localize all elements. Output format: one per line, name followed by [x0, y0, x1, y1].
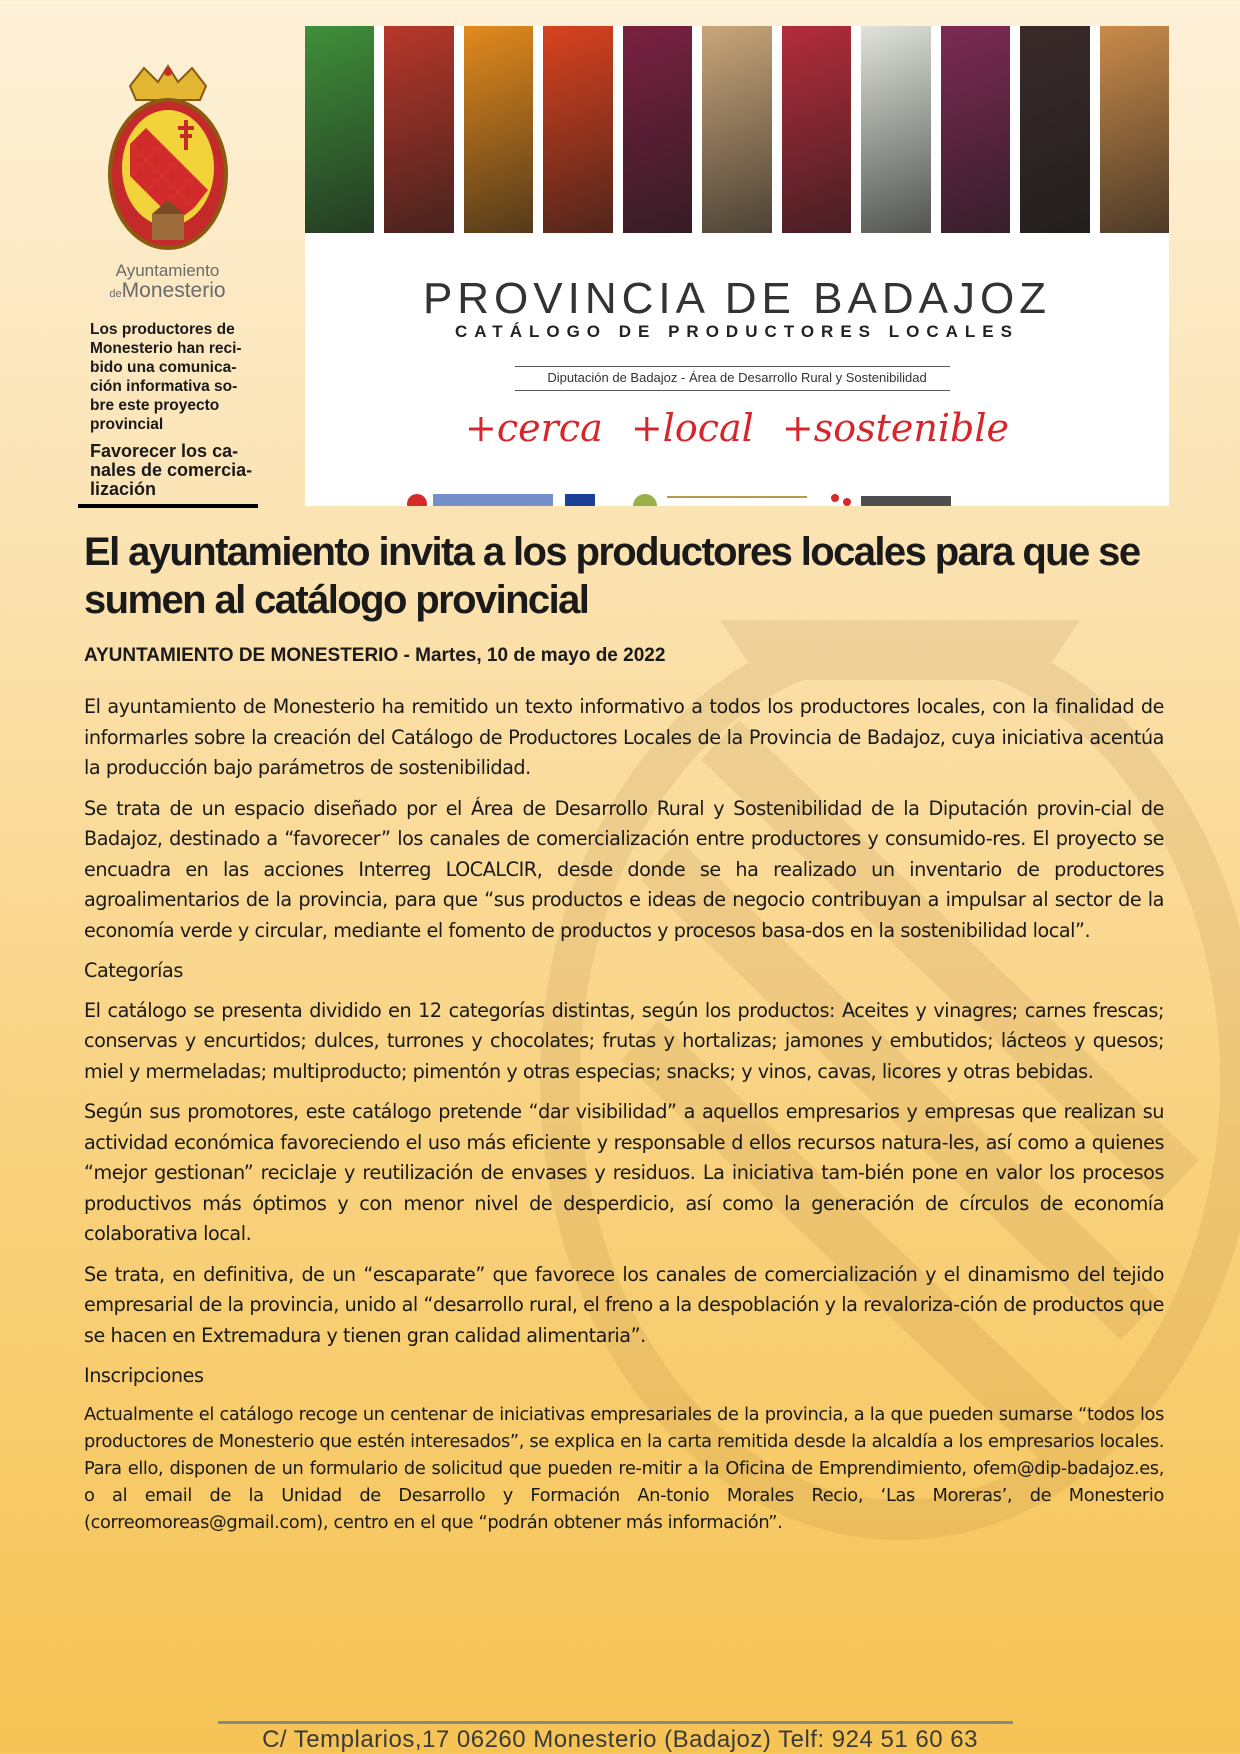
paragraph: Se trata, en definitiva, de un “escaparate” que favorece los canales de comercialización y el dinamismo del tejido empresarial de la provincia, unido al “desarrollo rural, el freno a la despoblación y la revaloriza-ción de productos que se hacen en Extremadura y tienen gran calidad alimentaria”. [84, 1262, 1164, 1347]
slogan-cerca: +cerca [465, 406, 603, 450]
product-photo-strip [543, 26, 612, 233]
product-photo-strip [702, 26, 771, 233]
paragraph: El ayuntamiento de Monesterio ha remitido un texto informativo a todos los productores locales, con la finalidad de informarles sobre la creación del Catálogo de Productores Locales de la Provincia de Badajoz, cuya iniciativa acentúa la producción bajo parámetros de sostenibilidad. [84, 695, 1164, 779]
section-heading-inscripciones: Inscripciones [84, 1364, 204, 1387]
banner-rule-bottom [515, 390, 950, 391]
footer-address: C/ Templarios,17 06260 Monesterio (Badajoz) Telf: 924 51 60 63 [262, 1726, 978, 1753]
crest-caption-line2: deMonesterio [109, 278, 226, 302]
banner-subtitle: CATÁLOGO DE PRODUCTORES LOCALES [455, 322, 1019, 341]
product-photo-strip [1020, 26, 1089, 233]
product-photo-strip [782, 26, 851, 233]
partner-logos [405, 488, 1105, 506]
banner-title: PROVINCIA DE BADAJOZ [422, 274, 1052, 323]
slogan-local: +local [630, 406, 754, 450]
sidebar-intro-text: Los productores de Monesterio han reci-bido una comunica-ción informativa so-bre este proyecto provincial [90, 321, 242, 433]
product-photo-strip [861, 26, 930, 233]
sidebar-divider [78, 504, 258, 508]
product-photo-strip [464, 26, 533, 233]
product-photo-strip [623, 26, 692, 233]
article-headline: El ayuntamiento invita a los productores locales para que se sumen al catálogo provincial [84, 530, 1140, 622]
banner-department: Diputación de Badajoz - Área de Desarrollo Rural y Sostenibilidad [547, 370, 927, 385]
product-photo-strips [305, 26, 1169, 233]
crest-caption [80, 262, 255, 302]
paragraph: Se trata de un espacio diseñado por el Área de Desarrollo Rural y Sostenibilidad de la Diputación provin-cial de Badajoz, destinado a “favorecer” los canales de comercialización entre productores y consumido-res. El proyecto se encuadra en las acciones Interreg LOCALCIR, desde donde se ha realizado un inventario de productores agroalimentarios de la provincia, para que “sus productos e ideas de negocio contribuyan a impulsar al sector de la economía verde y circular, mediante el fomento de productos y procesos basa-dos en la sostenibilidad local”. [84, 796, 1164, 942]
product-photo-strip [941, 26, 1010, 233]
catalog-banner-image [305, 26, 1169, 506]
paragraph: Actualmente el catálogo recoge un centenar de iniciativas empresariales de la provincia, a la que pueden sumarse “todos los productores de Monesterio que estén interesados”, se explica en la carta remitida desde la alcaldía a los empresarios locales. Para ello, disponen de un formulario de solicitud que pueden re-mitir a la Oficina de Emprendimiento, ofem@dip-badajoz.es, o al email de la Unidad de Desarrollo y Formación An-tonio Morales Recio, ‘Las Moreras’, de Monesterio (correomoreas@gmail.com), centro en el que “podrán obtener más información”. [84, 1403, 1164, 1533]
slogan-sostenible: +sostenible [781, 406, 1009, 450]
banner-rule-top [515, 366, 950, 367]
crest-caption-line1: Ayuntamiento [115, 261, 220, 280]
footer-divider [218, 1721, 1013, 1724]
municipal-crest-logo [100, 64, 236, 254]
section-heading-categorias: Categorías [84, 959, 183, 982]
sidebar-subhead: Favorecer los ca-nales de comercia-lización [90, 441, 253, 499]
article-byline: AYUNTAMIENTO DE MONESTERIO - Martes, 10 de mayo de 2022 [84, 645, 666, 666]
product-photo-strip [1100, 26, 1169, 233]
paragraph: El catálogo se presenta dividido en 12 categorías distintas, según los productos: Aceites y vinagres; carnes frescas; conservas y encurtidos; dulces, turrones y chocolates; frutas y hortalizas; jamones y embutidos; lácteos y quesos; miel y mermeladas; multiproducto; pimentón y otras especias; snacks; y vinos, cavas, licores y otras bebidas. [84, 998, 1164, 1083]
banner-slogan [305, 406, 1169, 450]
article-body [84, 692, 1164, 1546]
product-photo-strip [305, 26, 374, 233]
paragraph: Según sus promotores, este catálogo pretende “dar visibilidad” a aquellos empresarios y empresas que realizan su actividad económica favoreciendo el uso más eficiente y responsable d ellos recursos natura-les, así como a quienes “mejor gestionan” reciclaje y reutilización de envases y residuos. La iniciativa tam-bién pone en valor los procesos productivos más óptimos y con menor nivel de desperdicio, así como la generación de círculos de economía colaborativa local. [84, 1100, 1164, 1245]
product-photo-strip [384, 26, 453, 233]
